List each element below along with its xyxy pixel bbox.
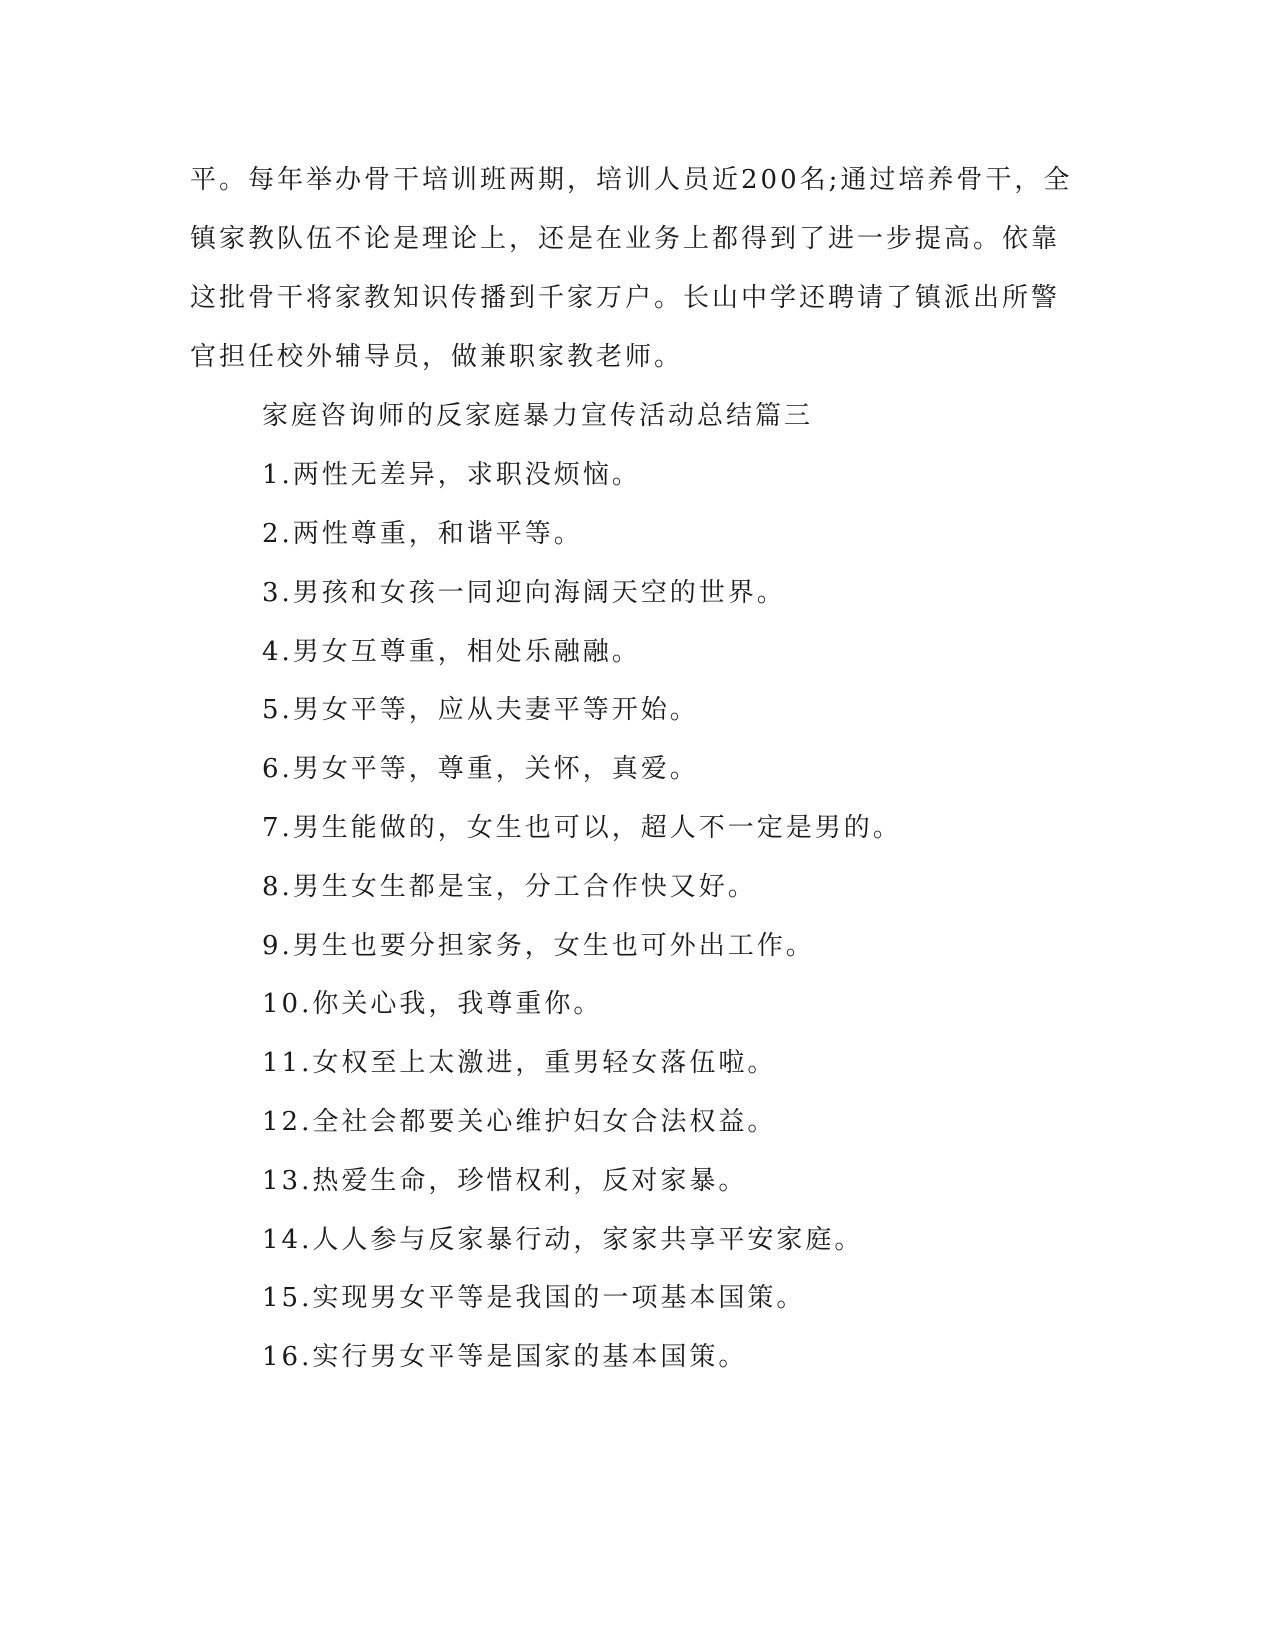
list-item: 3.男孩和女孩一同迎向海阔天空的世界。 [262,578,786,608]
paragraph-line: 镇家教队伍不论是理论上，还是在业务上都得到了进一步提高。依靠 [190,224,1061,254]
paragraph-line: 平。每年举办骨干培训班两期，培训人员近200名;通过培养骨干，全 [190,165,1073,195]
list-item: 12.全社会都要关心维护妇女合法权益。 [262,1107,777,1137]
paragraph-line: 官担任校外辅导员，做兼职家教老师。 [190,342,684,372]
list-item: 14.人人参与反家暴行动，家家共享平安家庭。 [262,1225,864,1255]
list-item: 11.女权至上太激进，重男轻女落伍啦。 [262,1048,777,1078]
list-item: 10.你关心我，我尊重你。 [262,989,603,1019]
list-item: 15.实现男女平等是我国的一项基本国策。 [262,1283,806,1313]
list-item: 9.男生也要分担家务，女生也可外出工作。 [262,931,815,961]
list-item: 8.男生女生都是宝，分工合作快又好。 [262,872,757,902]
list-item: 13.热爱生命，珍惜权利，反对家暴。 [262,1166,748,1196]
list-item: 16.实行男女平等是国家的基本国策。 [262,1342,748,1372]
list-item: 6.男女平等，尊重，关怀，真爱。 [262,754,699,784]
paragraph-line: 这批骨干将家教知识传播到千家万户。长山中学还聘请了镇派出所警 [190,283,1061,313]
list-item: 5.男女平等，应从夫妻平等开始。 [262,695,699,725]
list-item: 2.两性尊重，和谐平等。 [262,519,583,549]
list-item: 4.男女互尊重，相处乐融融。 [262,637,641,667]
section-heading: 家庭咨询师的反家庭暴力宣传活动总结篇三 [262,401,814,431]
list-item: 1.两性无差异，求职没烦恼。 [262,460,641,490]
list-item: 7.男生能做的，女生也可以，超人不一定是男的。 [262,813,902,843]
